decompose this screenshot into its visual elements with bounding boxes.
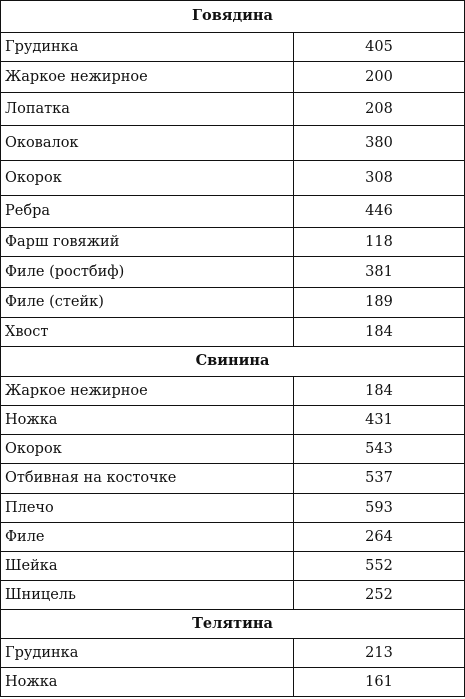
section-title: Свинина [1,347,465,377]
item-name: Хвост [1,318,294,347]
table-row [1,93,465,126]
table-row [1,318,465,347]
item-value: 308 [294,161,465,196]
item-name: Жаркое нежирное [1,62,294,93]
item-value: 381 [294,257,465,288]
item-name: Грудинка [1,639,294,668]
table-row [1,288,465,318]
item-value: 264 [294,523,465,552]
item-value: 380 [294,126,465,161]
item-name: Жаркое нежирное [1,377,294,406]
item-value: 405 [294,33,465,62]
table-row [1,62,465,93]
item-name: Шницель [1,581,294,610]
table-row [1,377,465,406]
section-title: Говядина [1,1,465,33]
item-name: Филе (стейк) [1,288,294,318]
table-row [1,126,465,161]
item-value: 118 [294,228,465,257]
table-row [1,494,465,523]
item-name: Ребра [1,196,294,228]
table-row [1,668,465,697]
item-name: Оковалок [1,126,294,161]
item-name: Лопатка [1,93,294,126]
table-row [1,33,465,62]
table-row [1,406,465,435]
item-name: Ножка [1,406,294,435]
table-row [1,435,465,464]
item-name: Филе [1,523,294,552]
item-name: Плечо [1,494,294,523]
item-value: 446 [294,196,465,228]
item-name: Грудинка [1,33,294,62]
item-value: 200 [294,62,465,93]
item-value: 552 [294,552,465,581]
item-name: Шейка [1,552,294,581]
item-value: 252 [294,581,465,610]
section-header-row [1,347,465,377]
table-row [1,161,465,196]
table-row [1,464,465,494]
table-row [1,639,465,668]
item-value: 593 [294,494,465,523]
table-row [1,552,465,581]
item-value: 213 [294,639,465,668]
item-name: Отбивная на косточке [1,464,294,494]
table-row [1,581,465,610]
section-title: Телятина [1,610,465,639]
item-value: 189 [294,288,465,318]
item-value: 431 [294,406,465,435]
table-row [1,196,465,228]
section-header-row [1,610,465,639]
item-value: 543 [294,435,465,464]
item-value: 184 [294,377,465,406]
item-name: Окорок [1,161,294,196]
item-value: 184 [294,318,465,347]
item-value: 161 [294,668,465,697]
section-header-row [1,1,465,33]
item-name: Ножка [1,668,294,697]
table-row [1,523,465,552]
table-row [1,257,465,288]
table-row [1,228,465,257]
item-name: Филе (ростбиф) [1,257,294,288]
item-name: Фарш говяжий [1,228,294,257]
item-value: 537 [294,464,465,494]
item-value: 208 [294,93,465,126]
item-name: Окорок [1,435,294,464]
